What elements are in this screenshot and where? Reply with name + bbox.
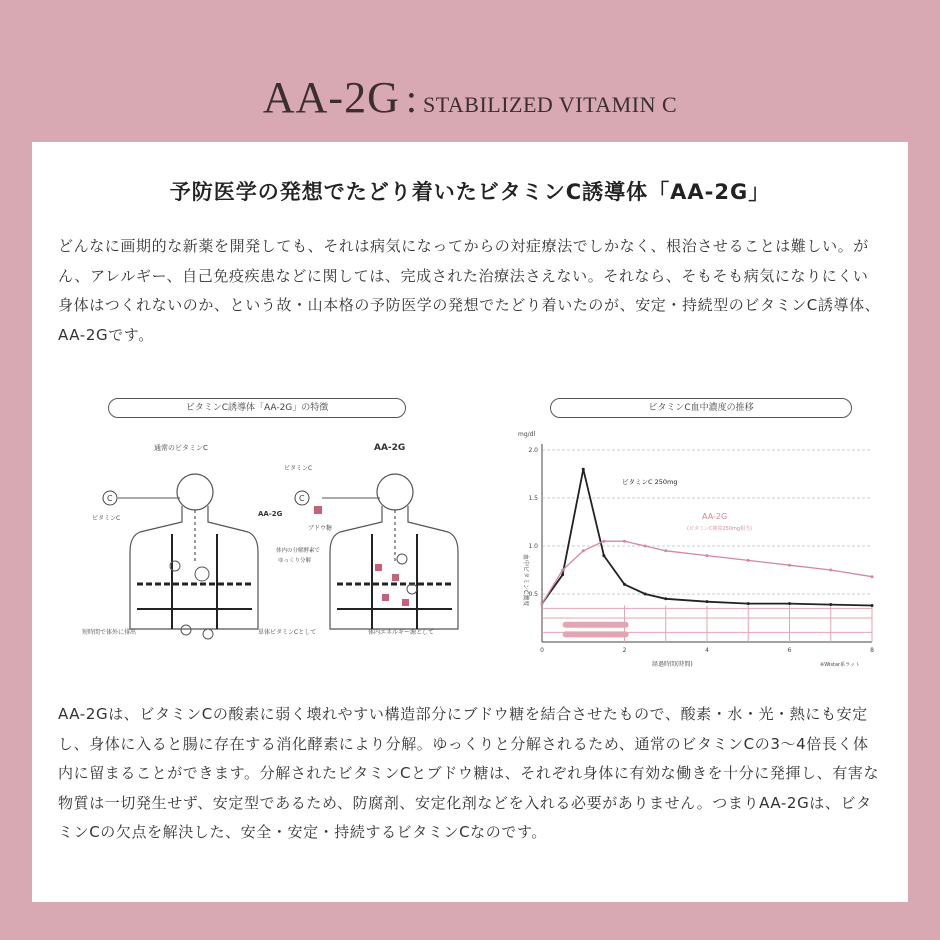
data-point [602,554,605,557]
y-tick-label: 2.0 [528,447,538,454]
bottom-mid-caption: 単体ビタミンCとして [258,629,317,636]
band-pill [563,631,629,637]
data-point [623,540,626,543]
y-axis-label: 血中ビタミンC濃度 [522,554,529,607]
bottom-right-caption: 体内エネルギー源として [368,629,435,636]
x-note: ※Wistar系ラット [820,662,860,668]
data-point [871,575,874,578]
page-title [0,72,940,123]
vitc-label-2: ビタミンC [284,465,313,472]
concentration-chart [502,424,892,674]
data-point [623,583,626,586]
x-tick-label: 0 [540,647,544,654]
title-sub: STABILIZED VITAMIN C [422,92,678,117]
title-colon: : [405,76,417,121]
vitc-icon: C [107,494,113,503]
data-point [644,545,647,548]
card-heading: 予防医学の発想でたどり着いたビタミンC誘導体「AA-2G」 [169,180,771,204]
data-point [664,549,667,552]
series2-label: AA-2G [702,512,728,521]
glucose-mark [314,506,322,514]
data-point [561,569,564,572]
data-point [788,564,791,567]
normal-caption: 通常のビタミンC [154,444,208,452]
data-point [871,604,874,607]
x-tick-label: 6 [787,647,792,654]
figure-left-label: ビタミンC誘導体「AA-2G」の特徴 [108,398,406,418]
data-point [706,554,709,557]
person-normal [130,474,258,629]
content-card [32,142,908,902]
bottom-left-caption: 短時間で体外に排出 [82,629,137,636]
data-point [829,569,832,572]
series2-sub: (ビタミンC換算250mg相当) [687,526,752,532]
svg-text:ゆっくり分解: ゆっくり分解 [278,558,311,564]
series-line [542,469,872,605]
data-point [561,573,564,576]
glucose-label: ブドウ糖 [308,525,333,532]
x-tick-label: 8 [870,647,874,654]
body-paragraph: AA-2Gは、ビタミンCの酸素に弱く壊れやすい構造部分にブドウ糖を結合させたもので、酸素・水・光・熱にも安定し、身体に入ると腸に存在する消化酵素により分解。ゆっくりと分解されるため、通常のビタミンCの3〜4倍長く体内に留まることができます。分解されたビタミンCとブドウ糖は、それぞれ身体に有効な働きを十分に発揮し、有害な物質は一切発生せず、安定型であるため、防腐剤、安定化剤などを入れる必要がありません。つまりAA-2Gは、ビタミンCの欠点を解決した、安全・安定・持続するビタミンCなのです。 [58,705,880,841]
data-point [602,540,605,543]
y-unit: mg/dl [518,431,536,438]
aa2g-caption: AA-2G [374,443,406,453]
title-main: AA-2G [262,73,400,122]
data-point [747,602,750,605]
intro-paragraph: どんなに画期的な新薬を開発しても、それは病気になってからの対症療法でしかなく、根治させることは難しい。がん、アレルギー、自己免疫疾患などに関しては、完成された治療法さえない。それなら、そもそも病気になりにくい身体はつくれないのか、という故・山本格の予防医学の発想でたどり着いたのが、安定・持続型のビタミンC誘導体、AA-2Gです。 [58,237,881,344]
x-tick-label: 2 [622,647,627,654]
y-tick-label: 0.5 [528,591,538,598]
band-pill [563,622,629,628]
figure-right-label: ビタミンC血中濃度の推移 [550,398,852,418]
person-aa2g [330,474,458,629]
data-point [664,597,667,600]
data-point [829,603,832,606]
data-point [582,468,585,471]
data-point [706,600,709,603]
enzyme-label: 体内の分解酵素で [276,548,321,554]
data-point [644,593,647,596]
series1-label: ビタミンC 250mg [622,478,678,486]
vitc-label: ビタミンC [92,515,121,522]
aa2g-side-label: AA-2G [258,510,283,518]
x-axis-label: 経過時間(時間) [652,661,693,668]
y-tick-label: 1.0 [528,543,538,550]
data-point [747,559,750,562]
x-tick-label: 4 [705,647,709,654]
vitc-icon-2: C [299,494,305,503]
data-point [541,602,544,605]
y-tick-label: 1.5 [528,495,538,502]
data-point [582,549,585,552]
body-diagram [62,434,482,664]
data-point [788,602,791,605]
